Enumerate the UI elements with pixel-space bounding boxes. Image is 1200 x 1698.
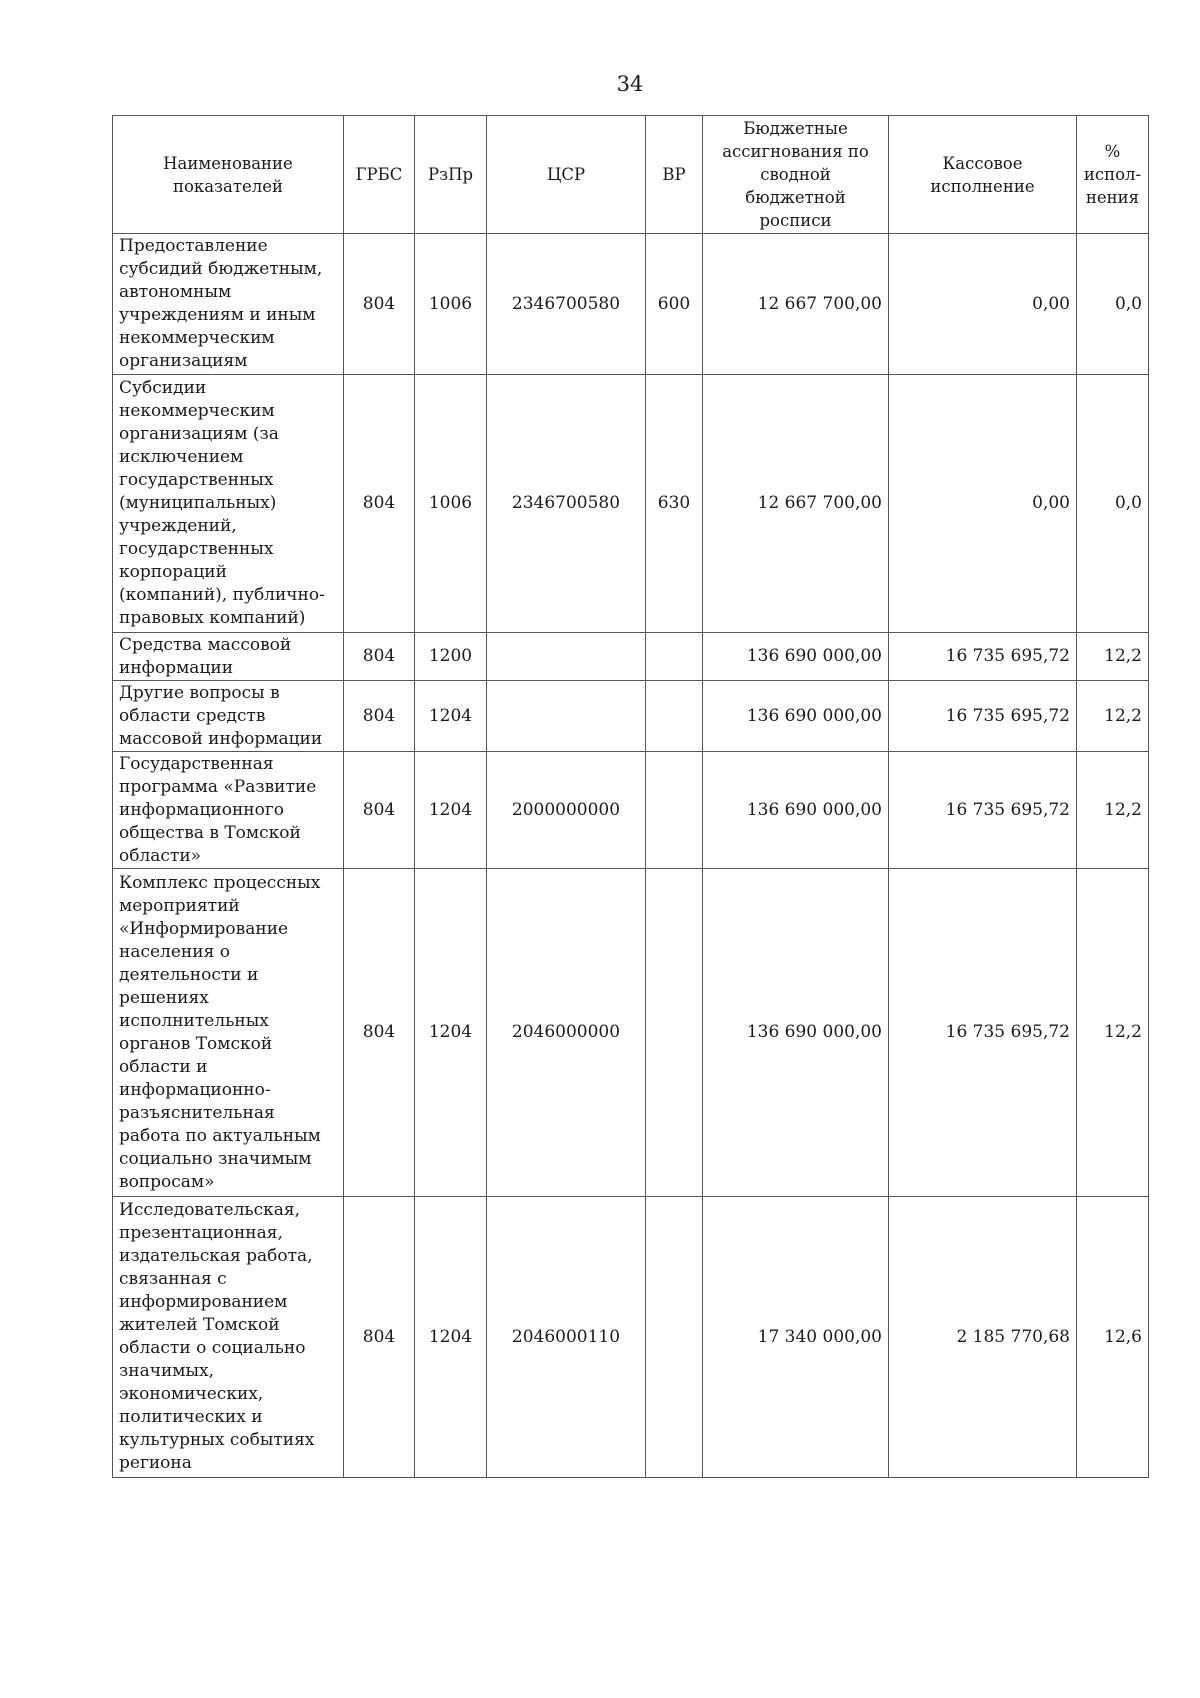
- row-name: Средства массовой информации: [113, 633, 344, 681]
- row-rzpr: 1006: [415, 234, 487, 375]
- row-csr: [487, 681, 646, 752]
- row-grbs: 804: [344, 234, 415, 375]
- row-csr: [487, 633, 646, 681]
- row-vr: 600: [646, 234, 703, 375]
- row-percent: 12,2: [1077, 681, 1149, 752]
- row-vr: [646, 633, 703, 681]
- row-csr: 2000000000: [487, 752, 646, 869]
- header-assignments: Бюджетные ассигнования по сводной бюджетной росписи: [703, 116, 889, 234]
- table-header-row: [113, 116, 1149, 234]
- row-percent: 0,0: [1077, 234, 1149, 375]
- row-rzpr: 1204: [415, 681, 487, 752]
- row-rzpr: 1204: [415, 869, 487, 1197]
- row-csr: 2346700580: [487, 375, 646, 633]
- row-percent: 12,2: [1077, 633, 1149, 681]
- header-rzpr: РзПр: [415, 116, 487, 234]
- row-vr: [646, 752, 703, 869]
- table-row: [113, 375, 1149, 633]
- row-csr: 2346700580: [487, 234, 646, 375]
- row-name: Исследовательская, презентационная, издательская работа, связанная с информированием жителей Томской области о социально значимых, экономических, политических и культурных событиях региона: [113, 1197, 344, 1478]
- row-csr: 2046000000: [487, 869, 646, 1197]
- row-cash: 16 735 695,72: [889, 633, 1077, 681]
- row-vr: [646, 869, 703, 1197]
- row-cash: 0,00: [889, 375, 1077, 633]
- row-name: Другие вопросы в области средств массовой информации: [113, 681, 344, 752]
- table-row: [113, 1197, 1149, 1478]
- row-assignments: 136 690 000,00: [703, 752, 889, 869]
- row-grbs: 804: [344, 869, 415, 1197]
- row-rzpr: 1006: [415, 375, 487, 633]
- row-assignments: 12 667 700,00: [703, 234, 889, 375]
- row-grbs: 804: [344, 1197, 415, 1478]
- header-vr: ВР: [646, 116, 703, 234]
- row-rzpr: 1204: [415, 1197, 487, 1478]
- row-vr: [646, 1197, 703, 1478]
- row-percent: 12,6: [1077, 1197, 1149, 1478]
- row-name: Субсидии некоммерческим организациям (за исключением государственных (муниципальных) учреждений, государственных корпораций (компаний), публично-правовых компаний): [113, 375, 344, 633]
- row-grbs: 804: [344, 681, 415, 752]
- row-percent: 12,2: [1077, 752, 1149, 869]
- header-percent: % испол-нения: [1077, 116, 1149, 234]
- row-cash: 16 735 695,72: [889, 681, 1077, 752]
- table-row: [113, 752, 1149, 869]
- row-name: Предоставление субсидий бюджетным, автономным учреждениям и иным некоммерческим организациям: [113, 234, 344, 375]
- row-vr: [646, 681, 703, 752]
- row-cash: 0,00: [889, 234, 1077, 375]
- row-vr: 630: [646, 375, 703, 633]
- table-row: [113, 234, 1149, 375]
- row-assignments: 136 690 000,00: [703, 633, 889, 681]
- row-rzpr: 1200: [415, 633, 487, 681]
- header-csr: ЦСР: [487, 116, 646, 234]
- row-rzpr: 1204: [415, 752, 487, 869]
- row-assignments: 12 667 700,00: [703, 375, 889, 633]
- row-csr: 2046000110: [487, 1197, 646, 1478]
- header-name: Наименование показателей: [113, 116, 344, 234]
- table-row: [113, 633, 1149, 681]
- row-name: Комплекс процессных мероприятий «Информирование населения о деятельности и решениях исполнительных органов Томской области и информационно-разъяснительная работа по актуальным социально значимым вопросам»: [113, 869, 344, 1197]
- row-cash: 16 735 695,72: [889, 869, 1077, 1197]
- row-grbs: 804: [344, 633, 415, 681]
- row-percent: 12,2: [1077, 869, 1149, 1197]
- table-row: [113, 681, 1149, 752]
- row-assignments: 136 690 000,00: [703, 869, 889, 1197]
- header-cash: Кассовое исполнение: [889, 116, 1077, 234]
- row-name: Государственная программа «Развитие информационного общества в Томской области»: [113, 752, 344, 869]
- row-grbs: 804: [344, 375, 415, 633]
- row-cash: 2 185 770,68: [889, 1197, 1077, 1478]
- row-percent: 0,0: [1077, 375, 1149, 633]
- header-grbs: ГРБС: [344, 116, 415, 234]
- row-assignments: 17 340 000,00: [703, 1197, 889, 1478]
- budget-execution-table: [112, 115, 1149, 1478]
- page-number: 34: [616, 72, 644, 96]
- row-cash: 16 735 695,72: [889, 752, 1077, 869]
- row-grbs: 804: [344, 752, 415, 869]
- table-row: [113, 869, 1149, 1197]
- row-assignments: 136 690 000,00: [703, 681, 889, 752]
